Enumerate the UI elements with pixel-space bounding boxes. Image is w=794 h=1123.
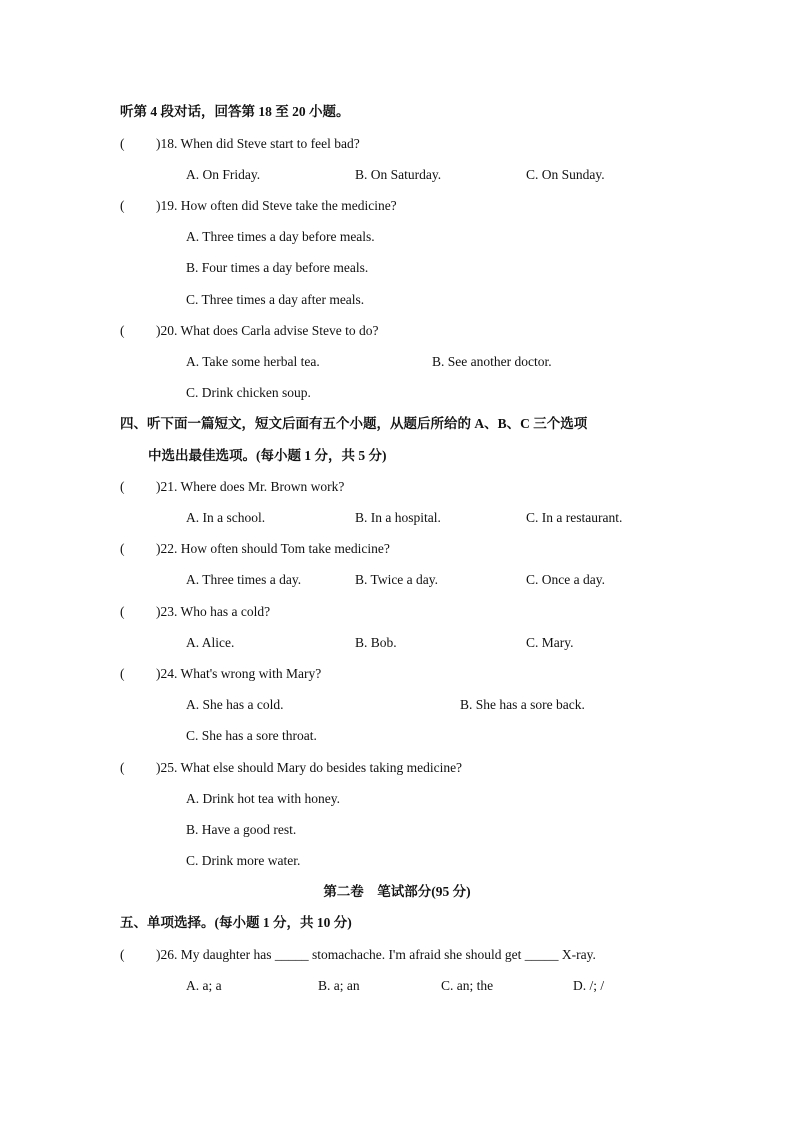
option-a: A. Alice.	[186, 635, 235, 650]
question-text: )21. Where does Mr. Brown work?	[156, 479, 345, 494]
option-a: A. On Friday.	[186, 167, 261, 182]
option-b: B. See another doctor.	[432, 354, 552, 369]
question-text: )18. When did Steve start to feel bad?	[156, 136, 360, 151]
question-text: )22. How often should Tom take medicine?	[156, 541, 390, 556]
option-c: C. On Sunday.	[526, 167, 605, 182]
option-b: B. Twice a day.	[355, 572, 439, 587]
question-text: )19. How often did Steve take the medicine?	[156, 198, 397, 213]
question-text: )26. My daughter has _____ stomachache. I'm afraid she should get _____ X-ray.	[156, 947, 596, 962]
option-b: B. She has a sore back.	[460, 697, 585, 712]
question-text: )23. Who has a cold?	[156, 604, 271, 619]
option-a: A. Take some herbal tea.	[186, 354, 320, 369]
option-d: D. /; /	[573, 978, 605, 993]
question-21	[120, 478, 344, 496]
option-c: C. She has a sore throat.	[186, 728, 317, 743]
answer-blank[interactable]: (	[120, 479, 125, 494]
part-title: 第二卷 笔试部分(95 分)	[323, 884, 471, 899]
answer-blank[interactable]: (	[120, 136, 125, 151]
question-text: )24. What's wrong with Mary?	[156, 666, 322, 681]
question-text: )25. What else should Mary do besides taking medicine?	[156, 760, 463, 775]
option-a: A. In a school.	[186, 510, 266, 525]
question-22	[120, 540, 390, 558]
answer-blank[interactable]: (	[120, 323, 125, 338]
option-a: A. She has a cold.	[186, 697, 284, 712]
option-b: B. On Saturday.	[355, 167, 442, 182]
option-b: B. Have a good rest.	[186, 822, 297, 837]
option-a: A. a; a	[186, 978, 222, 993]
option-a: A. Three times a day before meals.	[186, 229, 375, 244]
option-b: B. Four times a day before meals.	[186, 260, 369, 275]
question-25	[120, 759, 462, 777]
option-c: C. Three times a day after meals.	[186, 292, 365, 307]
section-title-5: 五、单项选择。(每小题 1 分，共 10 分)	[120, 915, 352, 930]
option-c: C. In a restaurant.	[526, 510, 623, 525]
option-a: A. Three times a day.	[186, 572, 302, 587]
answer-blank[interactable]: (	[120, 198, 125, 213]
question-26	[120, 946, 596, 964]
question-24	[120, 665, 321, 683]
section-title-4: 四、听下面一篇短文，短文后面有五个小题，从题后所给的 A、B、C 三个选项	[120, 416, 588, 431]
question-20	[120, 322, 378, 340]
question-23	[120, 603, 270, 621]
answer-blank[interactable]: (	[120, 666, 125, 681]
answer-blank[interactable]: (	[120, 760, 125, 775]
option-c: C. Once a day.	[526, 572, 605, 587]
answer-blank[interactable]: (	[120, 947, 125, 962]
question-18	[120, 135, 360, 153]
answer-blank[interactable]: (	[120, 604, 125, 619]
question-text: )20. What does Carla advise Steve to do?	[156, 323, 379, 338]
question-19	[120, 197, 397, 215]
option-c: C. an; the	[441, 978, 494, 993]
option-c: C. Drink chicken soup.	[186, 385, 311, 400]
option-b: B. a; an	[318, 978, 360, 993]
section-intro: 听第 4 段对话，回答第 18 至 20 小题。	[120, 104, 350, 119]
option-b: B. Bob.	[355, 635, 397, 650]
option-b: B. In a hospital.	[355, 510, 441, 525]
option-a: A. Drink hot tea with honey.	[186, 791, 340, 806]
option-c: C. Mary.	[526, 635, 574, 650]
section-title-4-cont: 中选出最佳选项。(每小题 1 分，共 5 分)	[148, 448, 387, 463]
option-c: C. Drink more water.	[186, 853, 301, 868]
answer-blank[interactable]: (	[120, 541, 125, 556]
